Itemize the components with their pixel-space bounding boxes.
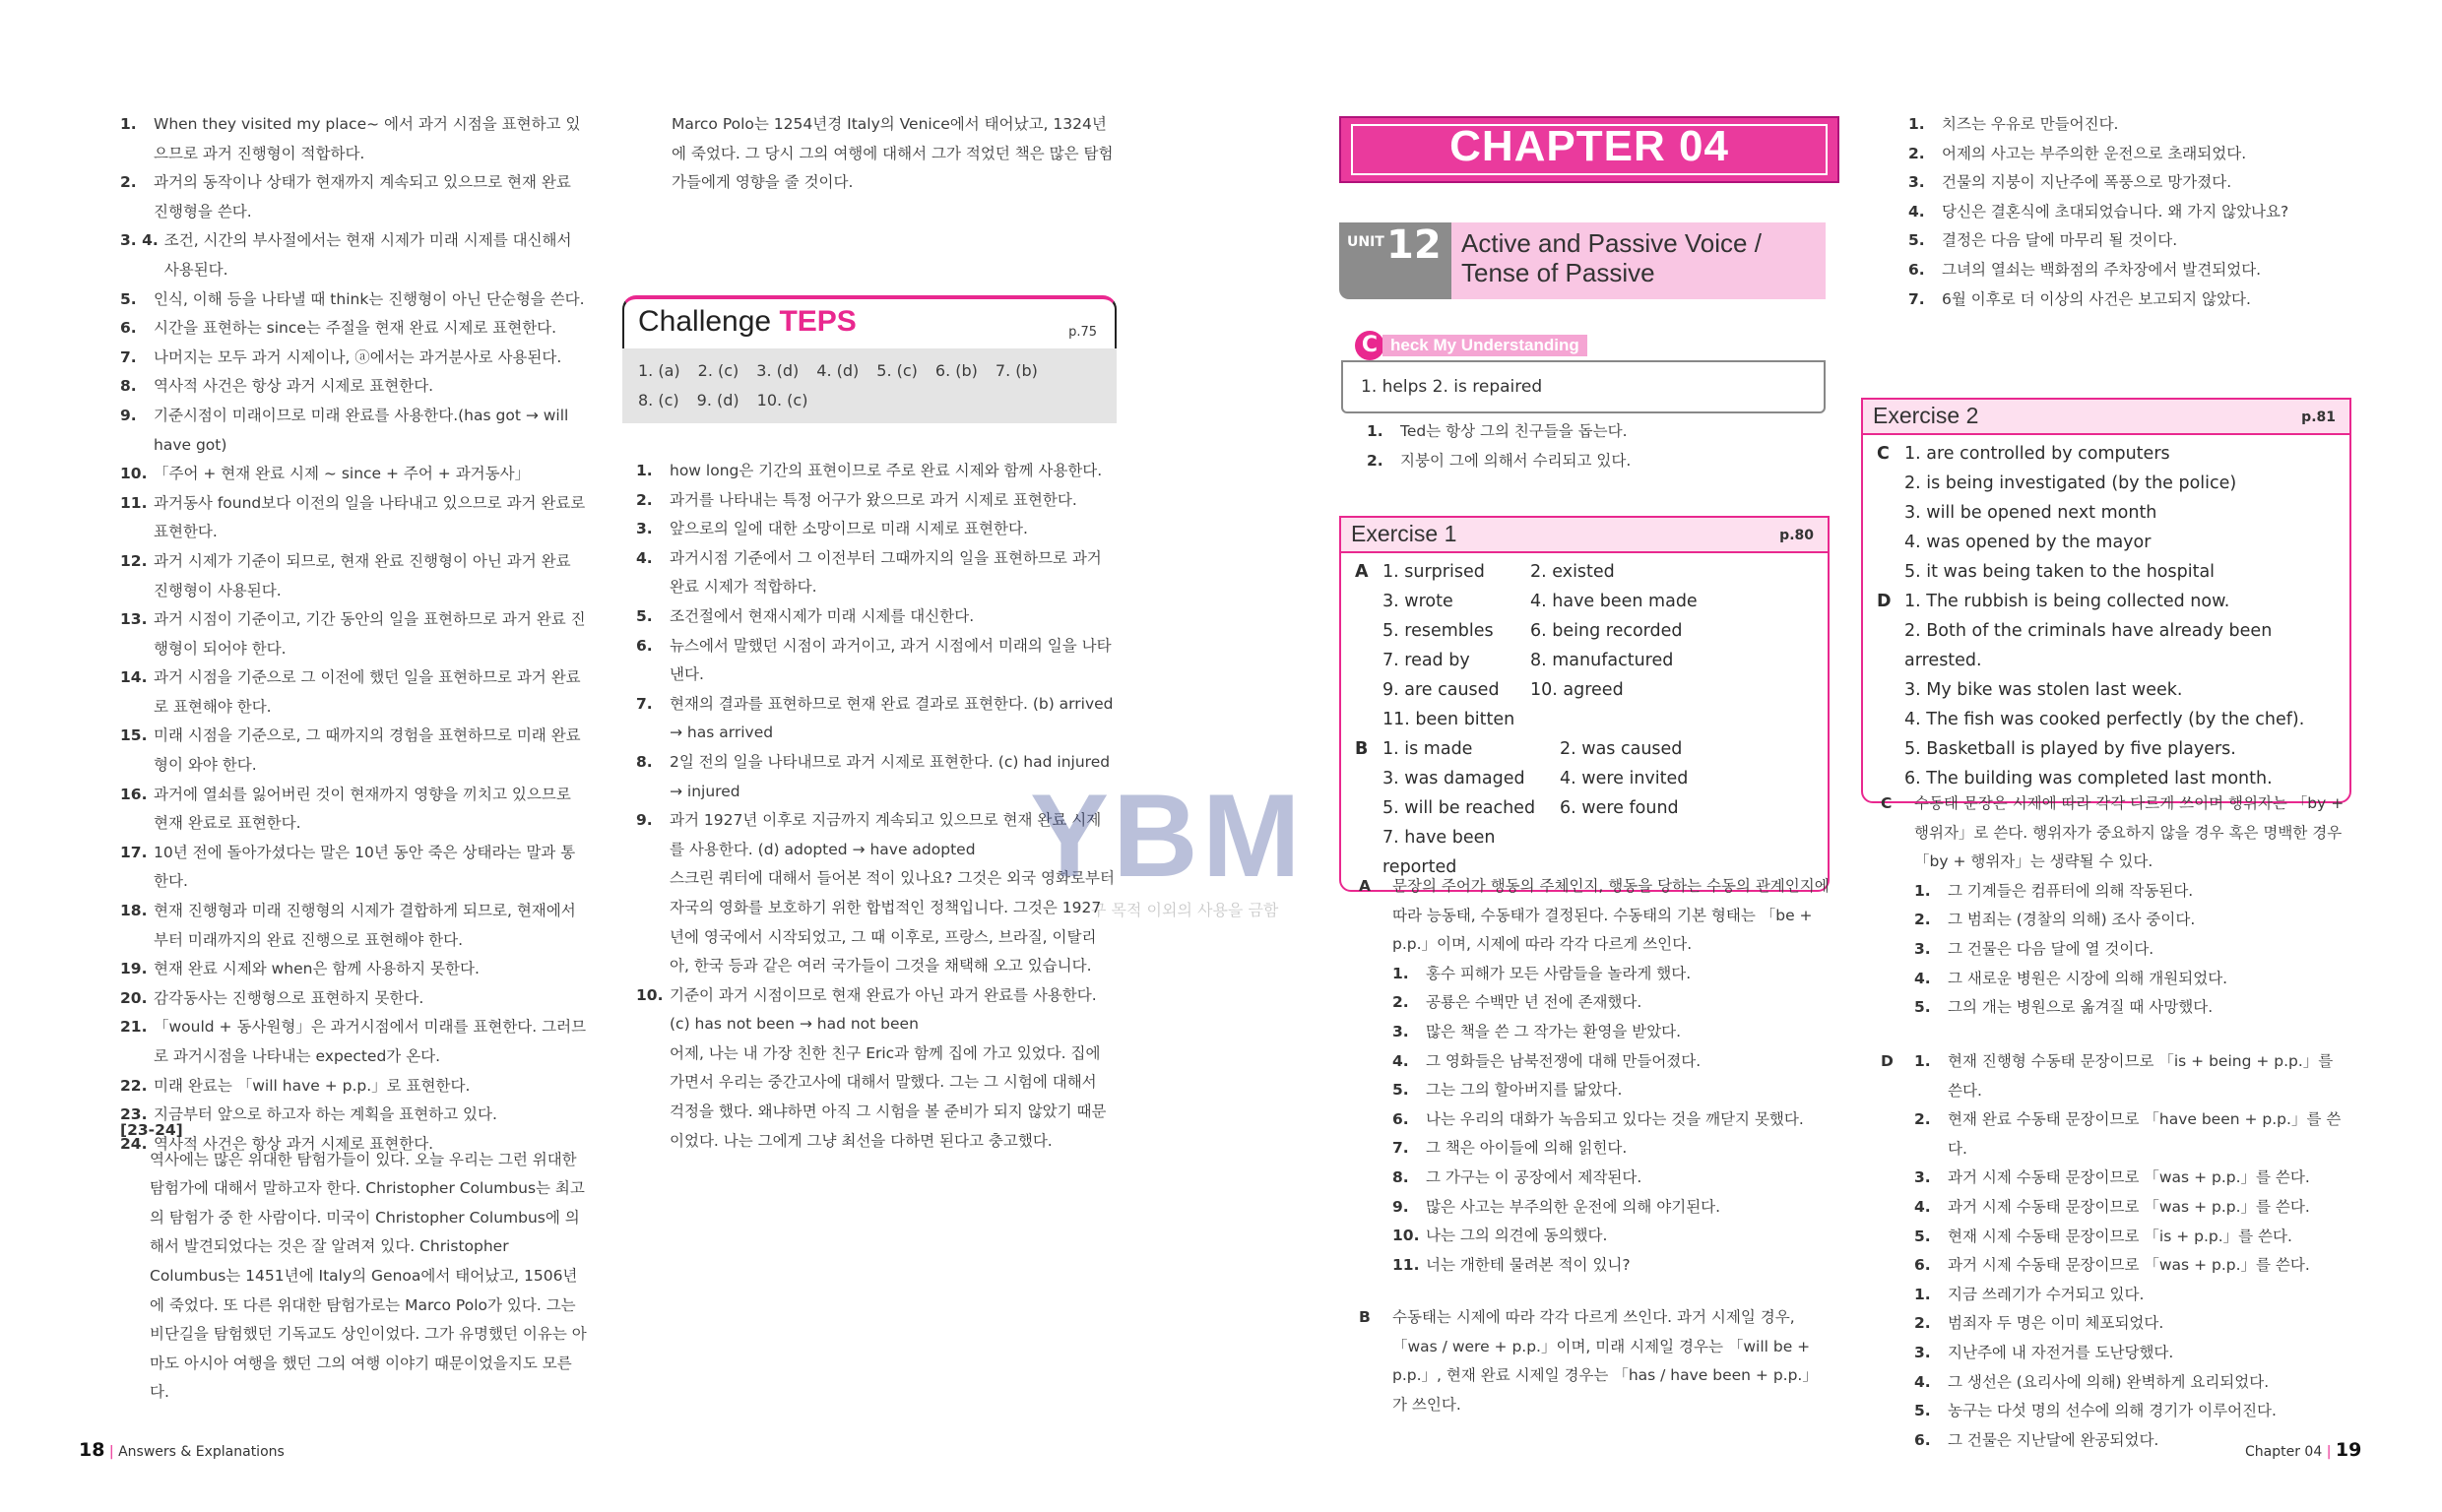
right-colC bbox=[1881, 789, 2347, 1023]
translation-item: 11. 너는 개한테 물려본 적이 있니? bbox=[1392, 1255, 1631, 1274]
explanation-item: 6. 과거 시제 수동태 문장이므로 「was + p.p.」를 쓴다. bbox=[1914, 1256, 2310, 1275]
exercise-answer: 2. Both of the criminals have already been arrested. bbox=[1904, 621, 2273, 670]
exercise-answer: 4. have been made bbox=[1530, 592, 1698, 611]
answer-explanation: 15. 미래 시점을 기준으로, 그 때까지의 경험을 표현하므로 미래 완료형이 와야 한다. bbox=[120, 726, 581, 775]
explanation-item: 6. 그 건물은 지난달에 완공되었다. bbox=[1914, 1430, 2159, 1449]
answer-explanation: 21. 「would + 동사원형」은 과거시점에서 미래를 표현한다. 그러므로 과거시점을 나타내는 expected가 온다. bbox=[120, 1018, 587, 1065]
exercise-2-title: Exercise 2 bbox=[1873, 403, 1979, 428]
explanation-item: 1. 지금 쓰레기가 수거되고 있다. bbox=[1914, 1285, 2145, 1303]
teps-explanation: 3. 앞으로의 일에 대한 소망이므로 미래 시제로 표현한다. bbox=[636, 520, 1028, 538]
right-colA bbox=[1359, 872, 1830, 1280]
unit-title: Active and Passive Voice / Tense of Passive bbox=[1461, 228, 1762, 287]
check-notes bbox=[1367, 417, 1830, 475]
passage-23-24: 역사에는 많은 위대한 탐험가들이 있다. 오늘 우리는 그런 위대한 탐험가에 대해서 말하고자 한다. Christopher Columbus는 최고의 탐험가 중 한 사람이다. 미국이 Christopher Columbus에 의해서 발견되었다는 것은 잘 알려져 있다. Christopher Columbus는 1451년에 Italy의 Genoa에서 태어났고, 1506년에 죽었다. 또 다른 위대한 탐험가로는 Marco Polo가 있다. 그는 비단길을 탐험했던 기독교도 상인이었다. 그가 유명했던 이유는 아마도 아시아 여행을 했던 그의 여행 이야기 때문이었을지도 모른다. bbox=[150, 1150, 587, 1402]
exercise-2-answers: C 1. are controlled by computers 2. is being investigated (by the police) 3. will be opened next month 4. was opened by the mayor 5. it was being taken to the hospital D 1. The rubbish is being collected now. 2. Both of the criminals have already been arrested. 3. My bike was stolen last week. 4. The fish was cooked perfectly (by the chef). 5. Basketball is played by five players. 6. The building was completed last month. bbox=[1863, 435, 2349, 801]
answer-explanation: 16. 과거에 열쇠를 잃어버린 것이 현재까지 영향을 끼치고 있으므로 현재 완료로 표현한다. bbox=[120, 785, 571, 833]
footer-left: 18 | Answers & Explanations bbox=[79, 1439, 285, 1461]
right-colD: D 1. 현재 진행형 수동태 문장이므로 「is + being + p.p.」를 쓴다. 2. 현재 완료 수동태 문장이므로 「have been + p.p.」를 쓴다. 3. 과거 시제 수동태 문장이므로 「was + p.p.」를 쓴다. 4. 과거 시제 수동태 문장이므로 「was + p.p.」를 쓴다. 5. 현재 시제 수동태 문장이므로 「is + p.p.」를 쓴다. 6. 과거 시제 수동태 문장이므로 「was + p.p.」를 쓴다. 1. 지금 쓰레기가 수거되고 있다. 2. 범죄자 두 명은 이미 체포되었다. 3. 지난주에 내 자전거를 도난당했다. 4. 그 생선은 (요리사에 의해) 완벽하게 요리되었다. 5. 농구는 다섯 명의 선수에 의해 경기가 이루어진다. 6. 그 건물은 지난달에 완공되었다. bbox=[1881, 1047, 2347, 1455]
exercise-2-box bbox=[1861, 398, 2351, 803]
translation-item: 10. 나는 그의 의견에 동의했다. bbox=[1392, 1227, 1608, 1245]
challenge-answer: 9. (d) bbox=[696, 391, 739, 410]
check-understanding-box bbox=[1341, 335, 1826, 413]
challenge-answer: 4. (d) bbox=[816, 361, 860, 380]
translation-item: 6. 나는 우리의 대화가 녹음되고 있다는 것을 깨닫지 못했다. bbox=[1392, 1109, 1804, 1128]
challenge-answer: 5. (c) bbox=[876, 361, 918, 380]
teps-explanation: 8. 2일 전의 일을 나타내므로 과거 시제로 표현한다. (c) had injured → injured bbox=[636, 752, 1111, 800]
translation-item: 4. 그 영화들은 남북전쟁에 대해 만들어졌다. bbox=[1392, 1051, 1702, 1070]
answer-explanation: 8. 역사적 사건은 항상 과거 시제로 표현한다. bbox=[120, 377, 434, 396]
answer-explanation: 1. When they visited my place~ 에서 과거 시점을 표현하고 있으므로 과거 진행형이 적합하다. bbox=[120, 115, 581, 162]
challenge-answer: 7. (b) bbox=[995, 361, 1038, 380]
exercise-answer bbox=[1530, 705, 1814, 734]
exercise-answer: 11. been bitten bbox=[1382, 710, 1515, 729]
left-col2-top bbox=[636, 110, 1115, 198]
section-c-text: C 수동태 문장은 시제에 따라 각각 다르게 쓰이며 행위자는 「by + 행위자」로 쓴다. 행위자가 중요하지 않을 경우 혹은 명백한 경우 「by + 행위자」는 생략될 수 있다. bbox=[1881, 794, 2345, 871]
translation-item: 4. 그 새로운 병원은 시장에 의해 개원되었다. bbox=[1914, 969, 2228, 987]
teps-explanation: 9. 과거 1927년 이후로 지금까지 계속되고 있으므로 현재 완료 시제를 사용한다. (d) adopted → have adopted bbox=[636, 811, 1102, 858]
left-col1 bbox=[120, 110, 589, 1159]
check-note: 1. Ted는 항상 그의 친구들을 돕는다. bbox=[1367, 422, 1628, 440]
translation-item: 5. 그의 개는 병원으로 옮겨질 때 사망했다. bbox=[1914, 998, 2214, 1017]
explanation-item: 2. 범죄자 두 명은 이미 체포되었다. bbox=[1914, 1314, 2164, 1333]
challenge-answers bbox=[622, 348, 1117, 423]
exercise-answer: 6. being recorded bbox=[1530, 621, 1683, 641]
exercise-answer: 1. The rubbish is being collected now. bbox=[1904, 592, 2230, 611]
exercise-1-box bbox=[1339, 516, 1830, 892]
explanation-item: 3. 과거 시제 수동태 문장이므로 「was + p.p.」를 쓴다. bbox=[1914, 1168, 2310, 1187]
right-colB bbox=[1359, 1303, 1830, 1419]
chapter-title: CHAPTER 04 bbox=[1449, 122, 1729, 170]
watermark-notice: 구 목적 이외의 사용을 금함 bbox=[1091, 901, 1279, 919]
translation-item: 7. 그 책은 아이들에 의해 읽힌다. bbox=[1392, 1139, 1628, 1158]
answer-explanation: 24. 역사적 사건은 항상 과거 시제로 표현한다. bbox=[120, 1134, 434, 1153]
exercise-answer: 9. are caused bbox=[1382, 680, 1500, 700]
exercise-answer: 1. are controlled by computers bbox=[1904, 444, 2170, 464]
unit-header bbox=[1339, 222, 1826, 299]
challenge-answer: 8. (c) bbox=[638, 391, 679, 410]
check-note: 2. 지붕이 그에 의해서 수리되고 있다. bbox=[1367, 451, 1632, 470]
exercise-answer: 6. were found bbox=[1560, 798, 1679, 818]
answer-explanation: 22. 미래 완료는 「will have + p.p.」로 표현한다. bbox=[120, 1076, 471, 1095]
exercise-1-title: Exercise 1 bbox=[1351, 521, 1457, 546]
explanation-item: 5. 농구는 다섯 명의 선수에 의해 경기가 이루어진다. bbox=[1914, 1402, 2277, 1420]
answer-explanation: 14. 과거 시점을 기준으로 그 이전에 했던 일을 표현하므로 과거 완료로 표현해야 한다. bbox=[120, 668, 581, 716]
translation-item: 2. 공룡은 수백만 년 전에 존재했다. bbox=[1392, 993, 1642, 1012]
translation-item: 3. 건물의 지붕이 지난주에 폭풍으로 망가졌다. bbox=[1908, 173, 2232, 192]
exercise-answer: 5. Basketball is played by five players. bbox=[1904, 739, 2236, 759]
chapter-banner bbox=[1339, 116, 1839, 183]
challenge-teps-box bbox=[622, 295, 1117, 423]
teps-explanation: 1. how long은 기간의 표현이므로 주로 완료 시제와 함께 사용한다. bbox=[636, 462, 1103, 479]
translation-item: 5. 결정은 다음 달에 마무리 될 것이다. bbox=[1908, 231, 2178, 250]
exercise-answer: 5. resembles bbox=[1382, 621, 1494, 641]
section-a-text: A 문장의 주어가 행동의 주체인지, 행동을 당하는 수동의 관계인지에 따라 능동태, 수동태가 결정된다. 수동태의 기본 형태는 「be + p.p.」이며, 시제에 따라 각각 다르게 쓰인다. bbox=[1359, 877, 1830, 954]
exercise-answer: 4. was opened by the mayor bbox=[1904, 533, 2152, 552]
answer-explanation: 12. 과거 시제가 기준이 되므로, 현재 완료 진행형이 아닌 과거 완료 진행형이 사용된다. bbox=[120, 551, 571, 599]
passage-9: 스크린 쿼터에 대해서 들어본 적이 있나요? 그것은 외국 영화로부터 자국의 영화를 보호하기 위한 합법적인 정책입니다. 그것은 1927년에 영국에서 시작되었고, 그 때 이후로, 프랑스, 브라질, 이탈리아, 한국 등과 같은 여러 국가들이 그것을 채택해 오고 있습니다. bbox=[670, 869, 1115, 976]
check-title: heck My Understanding bbox=[1382, 335, 1587, 356]
explanation-item: 4. 과거 시제 수동태 문장이므로 「was + p.p.」를 쓴다. bbox=[1914, 1197, 2310, 1216]
explanation-item: 4. 그 생선은 (요리사에 의해) 완벽하게 요리되었다. bbox=[1914, 1372, 2270, 1391]
explanation-item: 2. 현재 완료 수동태 문장이므로 「have been + p.p.」를 쓴다. bbox=[1914, 1110, 2342, 1158]
teps-explanation: 7. 현재의 결과를 표현하므로 현재 완료 결과로 표현한다. (b) arrived → has arrived bbox=[636, 694, 1114, 742]
exercise-answer: 5. will be reached bbox=[1382, 798, 1536, 818]
challenge-title: Challenge TEPS bbox=[638, 305, 857, 338]
translation-item: 9. 많은 사고는 부주의한 운전에 의해 야기된다. bbox=[1392, 1197, 1721, 1216]
left-col1-tail bbox=[120, 1116, 589, 1408]
exercise-answer: 4. The fish was cooked perfectly (by the chef). bbox=[1904, 710, 2305, 729]
exercise-answer: 1. is made bbox=[1382, 739, 1473, 759]
exercise-answer: 2. is being investigated (by the police) bbox=[1904, 473, 2237, 493]
exercise-2-page: p.81 bbox=[2301, 410, 2336, 425]
footer-right: Chapter 04 | 19 bbox=[2245, 1439, 2362, 1461]
teps-explanation: 2. 과거를 나타내는 특정 어구가 왔으므로 과거 시제로 표현한다. bbox=[636, 490, 1077, 509]
answer-explanation: 20. 감각동사는 진행형으로 표현하지 못한다. bbox=[120, 988, 424, 1007]
translation-item: 1. 홍수 피해가 모든 사람들을 놀라게 했다. bbox=[1392, 964, 1692, 982]
translation-item: 1. 치즈는 우유로 만들어진다. bbox=[1908, 115, 2119, 133]
answer-explanation: 19. 현재 완료 시제와 when은 함께 사용하지 못한다. bbox=[120, 960, 480, 978]
answer-explanation: 17. 10년 전에 돌아가셨다는 말은 10년 동안 죽은 상태라는 말과 통한다. bbox=[120, 843, 576, 891]
passage-10: 어제, 나는 내 가장 친한 친구 Eric과 함께 집에 가고 있었다. 집에 가면서 우리는 중간고사에 대해서 말했다. 그는 그 시험에 대해서 걱정을 했다. 왜냐하면 아직 그 시험을 볼 준비가 되지 않았기 때문이었다. 나는 그에게 그냥 최선을 다하면 된다고 충고했다. bbox=[670, 1043, 1107, 1150]
answer-explanation: 7. 나머지는 모두 과거 시제이나, ⓐ에서는 과거분사로 사용된다. bbox=[120, 347, 562, 366]
unit-title-box bbox=[1451, 222, 1826, 299]
exercise-answer: 1. surprised bbox=[1382, 562, 1485, 582]
unit-number-box: UNIT 12 bbox=[1339, 222, 1451, 299]
teps-explanation: 4. 과거시점 기준에서 그 이전부터 그때까지의 일을 표현하므로 과거 완료 시제가 적합하다. bbox=[636, 548, 1102, 597]
teps-explanation: 6. 뉴스에서 말했던 시점이 과거이고, 과거 시점에서 미래의 일을 나타낸다. bbox=[636, 636, 1112, 684]
ybm-watermark: YBM bbox=[1030, 770, 1305, 902]
teps-explanation: 10. 기준이 과거 시점이므로 현재 완료가 아닌 과거 완료를 사용한다. (c) has not been → had not been bbox=[636, 985, 1097, 1034]
answer-explanation: 10. 「주어 + 현재 완료 시제 ~ since + 주어 + 과거동사」 bbox=[120, 465, 531, 483]
right-col4-top bbox=[1908, 110, 2371, 314]
exercise-answer: 2. was caused bbox=[1560, 739, 1683, 759]
exercise-answer: 3. wrote bbox=[1382, 592, 1453, 611]
answer-explanation: 3. 4. 조건, 시간의 부사절에서는 현재 시제가 미래 시제를 대신해서 사용된다. bbox=[120, 231, 572, 279]
answer-explanation: 5. 인식, 이해 등을 나타낼 때 think는 진행형이 아닌 단순형을 쓴다. bbox=[120, 289, 585, 308]
translation-item: 1. 그 기계들은 컴퓨터에 의해 작동된다. bbox=[1914, 881, 2194, 900]
answer-explanation: 6. 시간을 표현하는 since는 주절을 현재 완료 시제로 표현한다. bbox=[120, 319, 557, 338]
section-bracket: [23-24] bbox=[120, 1121, 183, 1139]
exercise-answer: 10. agreed bbox=[1530, 680, 1624, 700]
explanation-item: 1. 현재 진행형 수동태 문장이므로 「is + being + p.p.」를 쓴다. bbox=[1914, 1052, 2334, 1100]
answer-explanation: 18. 현재 진행형과 미래 진행형의 시제가 결합하게 되므로, 현재에서부터 미래까지의 완료 진행으로 표현해야 한다. bbox=[120, 902, 576, 949]
translation-item: 2. 그 범죄는 (경찰의 의해) 조사 중이다. bbox=[1914, 911, 2196, 929]
translation-item: 5. 그는 그의 할아버지를 닮았다. bbox=[1392, 1081, 1623, 1100]
challenge-answer: 1. (a) bbox=[638, 361, 680, 380]
exercise-1-page: p.80 bbox=[1779, 528, 1814, 543]
explanation-item: 5. 현재 시제 수동태 문장이므로 「is + p.p.」를 쓴다. bbox=[1914, 1227, 2292, 1245]
check-answers: 1. helps 2. is repaired bbox=[1341, 360, 1826, 413]
answer-explanation: 11. 과거동사 found보다 이전의 일을 나타내고 있으므로 과거 완료로 표현한다. bbox=[120, 493, 586, 541]
exercise-answer: 6. The building was completed last month. bbox=[1904, 769, 2273, 788]
exercise-answer: 4. were invited bbox=[1560, 769, 1689, 788]
challenge-page: p.75 bbox=[1068, 325, 1097, 340]
answer-explanation: 2. 과거의 동작이나 상태가 현재까지 계속되고 있으므로 현재 완료 진행형을 쓴다. bbox=[120, 173, 571, 220]
challenge-title-bar bbox=[622, 295, 1117, 348]
answer-explanation: 9. 기준시점이 미래이므로 미래 완료를 사용한다.(has got → will have got) bbox=[120, 406, 569, 454]
translation-item: 6. 그녀의 열쇠는 백화점의 주차장에서 발견되었다. bbox=[1908, 260, 2262, 279]
exercise-answer: 3. My bike was stolen last week. bbox=[1904, 680, 2183, 700]
exercise-answer: 3. was damaged bbox=[1382, 769, 1525, 788]
exercise-answer: 2. existed bbox=[1530, 562, 1615, 582]
exercise-answer: 5. it was being taken to the hospital bbox=[1904, 562, 2216, 582]
challenge-answer: 6. (b) bbox=[934, 361, 978, 380]
translation-item: 7. 6월 이후로 더 이상의 사건은 보고되지 않았다. bbox=[1908, 289, 2251, 308]
section-b-text: B 수동태는 시제에 따라 각각 다르게 쓰인다. 과거 시제일 경우, 「was / were + p.p.」이며, 미래 시제일 경우는 「will be + p.p.」, 현재 완료 시제일 경우는 「has / have been + p.p.」가 쓰인다. bbox=[1359, 1308, 1818, 1414]
answer-explanation: 23. 지금부터 앞으로 하고자 하는 계획을 표현하고 있다. bbox=[120, 1105, 497, 1124]
challenge-answer: 2. (c) bbox=[697, 361, 739, 380]
exercise-1-answers: A 1. surprised 2. existed 3. wrote 4. have been made 5. resembles 6. being recorded 7. read by 8. manufactured 9. are caused 10. agreed 11. been bitten B 1. is made 2. was caused 3. was damaged 4. were invited 5. will be reached 6. were found 7. have been reported bbox=[1341, 553, 1828, 890]
translation-item: 3. 그 건물은 다음 달에 열 것이다. bbox=[1914, 939, 2154, 958]
teps-explanation: 5. 조건절에서 현재시제가 미래 시제를 대신한다. bbox=[636, 606, 975, 625]
marco-polo-text: Marco Polo는 1254년경 Italy의 Venice에서 태어났고, 1324년에 죽었다. 그 당시 그의 여행에 대해서 그가 적었던 책은 많은 탐험가들에게 영향을 줄 것이다. bbox=[672, 115, 1114, 192]
translation-item: 2. 어제의 사고는 부주의한 운전으로 초래되었다. bbox=[1908, 144, 2247, 162]
check-c-icon: C bbox=[1355, 331, 1384, 360]
exercise-answer: 3. will be opened next month bbox=[1904, 503, 2157, 523]
exercise-answer: 7. have been reported bbox=[1382, 828, 1496, 877]
exercise-answer: 8. manufactured bbox=[1530, 651, 1674, 670]
translation-item: 8. 그 가구는 이 공장에서 제작된다. bbox=[1392, 1167, 1642, 1186]
explanation-item: 3. 지난주에 내 자전거를 도난당했다. bbox=[1914, 1343, 2174, 1361]
translation-item: 4. 당신은 결혼식에 초대되었습니다. 왜 가지 않았나요? bbox=[1908, 202, 2289, 220]
challenge-answer: 10. (c) bbox=[756, 391, 808, 410]
exercise-answer: 7. read by bbox=[1382, 651, 1470, 670]
answer-explanation: 13. 과거 시점이 기준이고, 기간 동안의 일을 표현하므로 과거 완료 진행형이 되어야 한다. bbox=[120, 610, 586, 658]
challenge-answer: 3. (d) bbox=[756, 361, 800, 380]
translation-item: 3. 많은 책을 쓴 그 작가는 환영을 받았다. bbox=[1392, 1022, 1682, 1040]
